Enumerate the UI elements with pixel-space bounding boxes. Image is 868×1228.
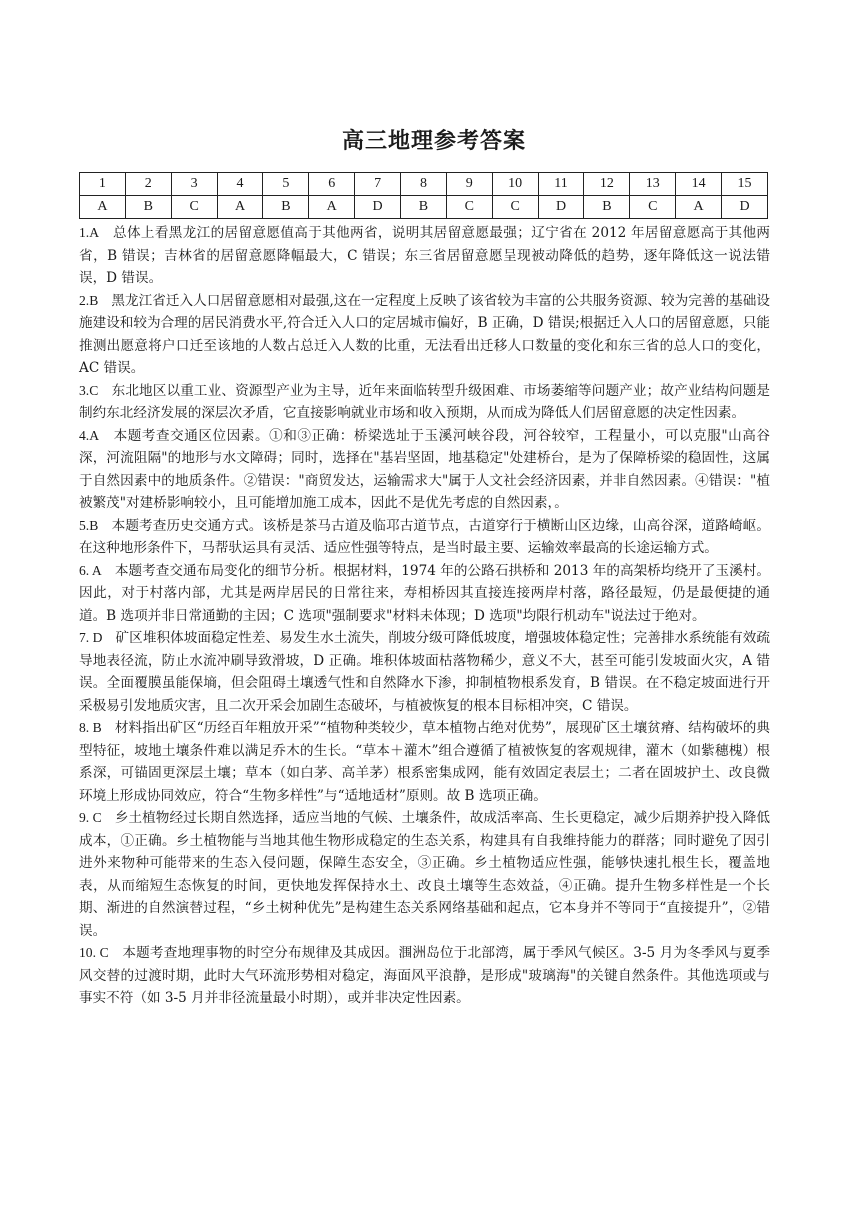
explanation-text: 本题考查交通区位因素。①和③正确：桥梁选址于玉溪河峡谷段，河谷较窄，工程量小，可以克服"山高谷深，河流阻隔"的地形与水文障碍；同时，选择在"基岩坚固，地基稳定"处建桥台，是为了保障桥梁的稳固性，这属于自然因素中的地质条件。②错误："商贸发达，运输需求大"属于人文社会经济因素，并非自然因素。④错误："植被繁茂"对建桥影响较小，且可能增加施工成本，因此不是优先考虑的自然因素，。 <box>79 427 771 511</box>
question-number-cell: 8 <box>401 173 447 196</box>
question-number-cell: 3 <box>171 173 217 196</box>
answer-cell: C <box>492 196 538 219</box>
answer-cell: B <box>263 196 309 219</box>
explanation-item <box>79 380 770 425</box>
explanation-item <box>79 290 770 380</box>
explanation-item <box>79 942 770 1010</box>
explanation-number: 6. A <box>79 562 102 578</box>
answer-cell: A <box>80 196 126 219</box>
explanation-number: 5.B <box>79 517 99 533</box>
question-number-cell: 5 <box>263 173 309 196</box>
explanation-item <box>79 717 770 807</box>
question-number-cell: 6 <box>309 173 355 196</box>
question-number-cell: 1 <box>80 173 126 196</box>
explanation-number: 7. D <box>79 630 103 645</box>
explanation-item <box>79 222 770 290</box>
answer-cell: B <box>125 196 171 219</box>
explanation-item <box>79 560 770 628</box>
question-number-cell: 15 <box>722 173 768 196</box>
explanation-number: 10. C <box>79 945 109 960</box>
answer-cell: C <box>630 196 676 219</box>
explanation-text: 本题考查历史交通方式。该桥是茶马古道及临邛古道节点，古道穿行于横断山区边缘，山高谷深，道路崎岖。在这种地形条件下，马帮驮运具有灵活、适应性强等特点，是当时最主要、运输效率最高的长途运输方式。 <box>79 517 770 556</box>
question-number-cell: 14 <box>676 173 722 196</box>
question-number-cell: 4 <box>217 173 263 196</box>
answer-cell: B <box>401 196 447 219</box>
question-number-cell: 7 <box>355 173 401 196</box>
explanation-text: 本题考查地理事物的时空分布规律及其成因。涠洲岛位于北部湾，属于季风气候区。3-5 月为冬季风与夏季风交替的过渡时期，此时大气环流形势相对稳定，海面风平浪静，是形成"玻璃海"的关键自然条件。其他选项或与事实不符（如 3-5 月并非径流量最小时期），或并非决定性因素。 <box>79 945 770 1006</box>
explanation-text: 本题考查交通布局变化的细节分析。根据材料，1974 年的公路石拱桥和 2013 年的高架桥均绕开了玉溪村。因此，对于村落内部，尤其是两岸居民的日常往来，寿相桥因其直接连接两岸村落，路径最短，仍是最便捷的通道。B 选项并非日常通勤的主因；C 选项"强制要求"材料未体现；D 选项"均限行机动车"说法过于绝对。 <box>79 562 770 624</box>
answer-table <box>79 172 768 219</box>
explanation-item <box>79 515 770 560</box>
explanation-number: 1.A <box>79 225 100 240</box>
explanation-text: 东北地区以重工业、资源型产业为主导，近年来面临转型升级困难、市场萎缩等问题产业；故产业结构问题是制约东北经济发展的深层次矛盾，它直接影响就业市场和收入预期，从而成为降低人们居留意愿的决定性因素。 <box>79 382 770 421</box>
page-title: 高三地理参考答案 <box>341 128 526 154</box>
answer-cell: D <box>722 196 768 219</box>
explanation-item <box>79 627 770 717</box>
answer-cell: C <box>446 196 492 219</box>
question-number-cell: 11 <box>538 173 584 196</box>
explanation-number: 2.B <box>79 292 99 308</box>
explanation-text: 矿区堆积体坡面稳定性差、易发生水土流失，削坡分级可降低坡度，增强坡体稳定性；完善排水系统能有效疏导地表径流，防止水流冲刷导致滑坡，D 正确。堆积体坡面枯落物稀少，意义不大，甚至可能引发坡面火灾，A 错误。全面覆膜虽能保墒，但会阻碍土壤透气性和自然降水下渗，抑制植物根系发育，B 错误。在不稳定坡面进行开采极易引发地质灾害，且二次开采会加剧生态破坏，与植被恢复的根本目标相冲突，C 错误。 <box>79 630 770 714</box>
question-number-cell: 9 <box>446 173 492 196</box>
explanation-text: 材料指出矿区“历经百年粗放开采”“植物种类较少，草本植物占绝对优势”，展现矿区土壤贫瘠、结构破坏的典型特征，坡地土壤条件难以满足乔木的生长。“草本＋灌木”组合遵循了植被恢复的客观规律，灌木（如紫穗槐）根系深，可锚固更深层土壤；草本（如白茅、高羊茅）根系密集成网，能有效固定表层土；二者在固坡护土、改良微环境上形成协同效应，符合“生物多样性”与“适地适材”原则。故 B 选项正确。 <box>79 720 770 804</box>
explanation-item <box>79 807 770 942</box>
explanations <box>79 222 770 1010</box>
question-number-row <box>80 173 768 196</box>
answer-cell: B <box>584 196 630 219</box>
answer-cell: A <box>217 196 263 219</box>
explanation-number: 3.C <box>79 382 99 398</box>
explanation-text: 黑龙江省迁入人口居留意愿相对最强,这在一定程度上反映了该省较为丰富的公共服务资源、较为完善的基础设施建设和较为合理的居民消费水平,符合迁入人口的定居城市偏好，B 正确，D 错误;根据迁入人口的居留意愿，只能推测出愿意将户口迁至该地的人数占总迁入人数的比重，无法看出迁移人口数量的变化和东三省的总人口的变化，AC 错误。 <box>79 292 770 376</box>
question-number-cell: 12 <box>584 173 630 196</box>
answer-cell: A <box>309 196 355 219</box>
answer-row <box>80 196 768 219</box>
question-number-cell: 2 <box>125 173 171 196</box>
question-number-cell: 13 <box>630 173 676 196</box>
explanation-item <box>79 425 770 515</box>
explanation-number: 4.A <box>79 427 100 443</box>
question-number-cell: 10 <box>492 173 538 196</box>
explanation-number: 8. B <box>79 720 102 735</box>
answer-cell: A <box>676 196 722 219</box>
answer-cell: D <box>355 196 401 219</box>
explanation-number: 9. C <box>79 810 102 825</box>
answer-cell: C <box>171 196 217 219</box>
explanation-text: 总体上看黑龙江的居留意愿值高于其他两省，说明其居留意愿最强；辽宁省在 2012 年居留意愿高于其他两省，B 错误；吉林省的居留意愿降幅最大，C 错误；东三省居留意愿呈现被动降低的趋势，逐年降低这一说法错误，D 错误。 <box>79 225 771 286</box>
explanation-text: 乡土植物经过长期自然选择，适应当地的气候、土壤条件，故成活率高、生长更稳定，减少后期养护投入降低成本，①正确。乡土植物能与当地其他生物形成稳定的生态关系，构建具有自我维持能力的群落；同时避免了因引进外来物种可能带来的生态入侵问题，保障生态安全，③正确。乡土植物适应性强，能够快速扎根生长，覆盖地表，从而缩短生态恢复的时间，更快地发挥保持水土、改良土壤等生态效益，④正确。提升生物多样性是一个长期、渐进的自然演替过程，“乡土树种优先”是构建生态关系网络基础和起点，它本身并不等同于“直接提升”，②错误。 <box>79 810 770 939</box>
answer-cell: D <box>538 196 584 219</box>
